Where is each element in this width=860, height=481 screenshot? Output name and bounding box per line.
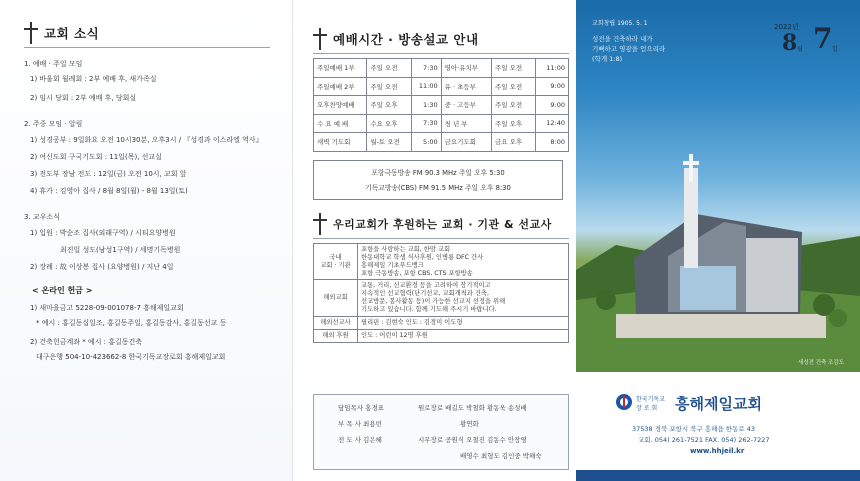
broadcast-line: 포항극동방송 FM 90.3 MHz 주일 오후 5:30	[371, 169, 505, 177]
footer-strip	[576, 470, 860, 481]
cover-footer	[576, 372, 860, 481]
bell-tower	[684, 168, 698, 268]
worship-title: 예배시간 · 방송설교 안내	[333, 32, 479, 47]
staff-pastor: 담임목사 홍경표	[338, 404, 385, 412]
mission-row	[314, 280, 569, 316]
mission-line: 한동대학교 학생 식사후원, 인병룡 DFC 간사	[361, 253, 484, 261]
schedule-cell: 9:00	[536, 96, 569, 115]
mission-label-text: 국내 교회 · 기관	[320, 253, 351, 269]
verse-reference: (학개 1:8)	[592, 55, 623, 63]
schedule-cell: 7:30	[411, 59, 441, 78]
news-item: 2) 여신도회 구국기도회 : 11일(목), 선교실	[30, 153, 162, 161]
schedule-cell: 영아·유치부	[441, 59, 491, 78]
mission-content	[358, 329, 569, 342]
mission-line: 포항 극동방송, 포항 CBS, CTS 포항방송	[361, 269, 473, 277]
schedule-cell: 금요 오후	[491, 133, 535, 152]
worship-header	[313, 28, 479, 50]
worship-info-panel	[292, 0, 576, 481]
tower-cross	[683, 161, 699, 165]
mission-header	[313, 213, 552, 235]
offering-line: 1) 새마을금고 5228-09-001078-7 흥해제일교회	[30, 304, 184, 312]
divider	[313, 53, 569, 54]
broadcast-line: 기독교방송(CBS) FM 91.5 MHz 주일 오후 8:30	[365, 184, 511, 192]
mission-line: 선교방문, 봉사활동 등)이 가능한 선교지 선정을 위해	[361, 298, 506, 306]
broadcast-box	[313, 160, 563, 200]
offering-line: 대구은행 504-10-423662-8 한국기독교장로회 흥해제일교회	[36, 353, 226, 361]
staff-elders: 시무장로 공원식 오철진 김동수 안장영	[418, 436, 527, 444]
schedule-cell: 5:00	[411, 133, 441, 152]
section-members-heading: 3. 교우소식	[24, 213, 60, 221]
church-building-illustration	[576, 0, 860, 372]
mission-support-table	[313, 243, 569, 343]
mission-line: 필리핀 : 김현숙 인도 : 김경미 이도형	[361, 318, 463, 326]
mission-content	[358, 280, 569, 316]
staff-box	[313, 394, 569, 470]
staff-associate: 부 목 사 최용빈	[338, 420, 382, 428]
mission-row	[314, 329, 569, 342]
bulletin-cover	[576, 0, 860, 481]
cover-image	[576, 0, 860, 372]
cross-icon	[24, 22, 38, 44]
mission-line: 인도 : 어린이 12명 후원	[361, 331, 428, 339]
tree	[596, 290, 616, 310]
schedule-row	[314, 59, 569, 78]
mission-title: 우리교회가 후원하는 교회 · 기관 & 선교사	[333, 218, 552, 231]
mission-label: 해외교회	[314, 280, 358, 316]
news-item: 1) 바울회 월례회 : 2부 예배 후, 새가족실	[30, 75, 157, 83]
day-suffix: 일	[832, 46, 838, 53]
offering-line: * 예시 : 홍길동십일조, 홍길동주일, 홍길동감사, 홍길동선교 등	[36, 319, 227, 327]
mission-line: 기도하고 있습니다. 함께 기도해 주시기 바랍니다.	[361, 306, 497, 314]
schedule-cell: 주일 오전	[491, 77, 535, 96]
schedule-cell: 12:40	[536, 114, 569, 133]
schedule-cell: 주일 오후	[491, 114, 535, 133]
mission-row	[314, 244, 569, 280]
month: 8	[782, 30, 798, 56]
month-suffix: 월	[797, 46, 803, 53]
schedule-cell: 수요 오후	[367, 114, 411, 133]
worship-schedule-table	[313, 58, 569, 152]
schedule-row	[314, 133, 569, 152]
mission-line: 포항을 사랑하는 교회, 한맘 교회	[361, 246, 451, 253]
news-item: 최진일 성도(남성1구역) / 세명기독병원	[60, 246, 181, 254]
news-item: 1) 성경공부 : 9일화요 오전 10시30분, 오후3시 / 『성경과 이스라엘 역사』	[30, 136, 263, 144]
glass-wall	[680, 266, 736, 310]
news-item: 2) 장례 : 故 이상봉 집사 (요양병원) / 지난 4일	[30, 263, 174, 271]
divider	[313, 238, 569, 239]
schedule-cell: 금요기도회	[441, 133, 491, 152]
church-news-title: 교회 소식	[44, 26, 100, 41]
church-news-panel	[0, 0, 292, 481]
schedule-cell: 주일예배 1부	[314, 59, 367, 78]
schedule-cell: 청 년 부	[441, 114, 491, 133]
church-news-header	[24, 22, 99, 44]
schedule-row	[314, 96, 569, 115]
schedule-cell: 주일 오전	[491, 96, 535, 115]
divider	[24, 47, 270, 48]
verse-line: 성전을 건축하라 내가	[592, 35, 653, 43]
schedule-cell: 유 · 초등부	[441, 77, 491, 96]
schedule-cell: 11:00	[411, 77, 441, 96]
schedule-cell: 새벽 기도회	[314, 133, 367, 152]
mission-line: 흥해제일 기초푸드뱅크	[361, 261, 424, 269]
tower-cross	[689, 154, 693, 182]
church-name: 흥해제일교회	[675, 395, 762, 413]
cross-icon	[313, 213, 327, 235]
year: 2022년	[774, 23, 799, 31]
offering-line: 2) 건축헌금계좌 * 예시 : 홍길동건축	[30, 338, 143, 346]
schedule-cell: 7:30	[411, 114, 441, 133]
mission-label	[314, 244, 358, 280]
schedule-cell: 1:30	[411, 96, 441, 115]
denomination: 한국기독교	[636, 396, 665, 403]
schedule-cell: 월-토 오전	[367, 133, 411, 152]
staff-elders-emeritus: 원로장로 배길도 박철화 황동욱 송성배	[418, 404, 527, 412]
staff-elders-cont: 배영수 최형도 김인중 박해숙	[460, 452, 542, 460]
news-item: 3) 전도부 장남 전도 : 12일(금) 오전 10시, 교회 앞	[30, 170, 187, 178]
staff-evangelist: 전 도 사 김은혜	[338, 436, 382, 444]
mission-row	[314, 316, 569, 329]
news-item: 2) 임시 당회 : 2부 예배 후, 당회실	[30, 94, 137, 102]
online-offering-title: < 온라인 헌금 >	[32, 286, 93, 295]
founding-date: 교회창립 1905. 5. 1	[592, 20, 648, 27]
schedule-cell: 중 · 고등부	[441, 96, 491, 115]
mission-content	[358, 316, 569, 329]
schedule-cell: 9:00	[536, 77, 569, 96]
schedule-cell: 주일 오후	[367, 96, 411, 115]
schedule-cell: 주일 오전	[367, 77, 411, 96]
address: 37538 경북 포항시 북구 흥해읍 한동로 43	[632, 425, 755, 433]
plaza	[616, 314, 826, 338]
photo-caption: 새성전 건축 조감도	[798, 360, 845, 366]
cross-icon	[313, 28, 327, 50]
schedule-cell: 11:00	[536, 59, 569, 78]
schedule-cell: 수 요 예 배	[314, 114, 367, 133]
side-hall	[746, 238, 798, 312]
verse-line: 기뻐하고 영광을 얻으리라	[592, 45, 666, 53]
section-worship-heading: 1. 예배 · 주일 모임	[24, 60, 83, 68]
schedule-row	[314, 114, 569, 133]
news-item: 4) 휴가 : 김영아 집사 / 8월 8일(월) - 8월 13일(토)	[30, 187, 188, 195]
schedule-cell: 오후찬양예배	[314, 96, 367, 115]
news-item: 1) 입원 : 박순조 집사(외래구역) / 시티요양병원	[30, 229, 176, 237]
tree	[829, 309, 847, 327]
section-weekly-heading: 2. 주중 모임 · 알림	[24, 120, 83, 128]
staff-elders-emeritus-cont: 황연화	[460, 420, 479, 428]
phone-fax: 교회. 054) 261-7521 FAX. 054) 262-7227	[638, 436, 770, 444]
mission-line: 지속적인 선교협력(단기선교, 교회개척과 건축,	[361, 290, 490, 298]
schedule-cell: 주일 오전	[367, 59, 411, 78]
mission-line: 교통, 거리, 선교환경 등을 고려하여 장기적이고	[361, 282, 491, 290]
mission-label: 해외 후원	[314, 329, 358, 342]
day: 7	[813, 22, 833, 55]
church-logo-icon	[616, 394, 632, 410]
mission-content	[358, 244, 569, 280]
mission-label: 해외선교사	[314, 316, 358, 329]
schedule-cell: 주일예배 2부	[314, 77, 367, 96]
schedule-cell: 주일 오전	[491, 59, 535, 78]
website-link[interactable]: www.hhjeil.kr	[690, 447, 745, 455]
schedule-row	[314, 77, 569, 96]
denomination: 장 로 회	[636, 405, 658, 412]
schedule-cell: 8:00	[536, 133, 569, 152]
